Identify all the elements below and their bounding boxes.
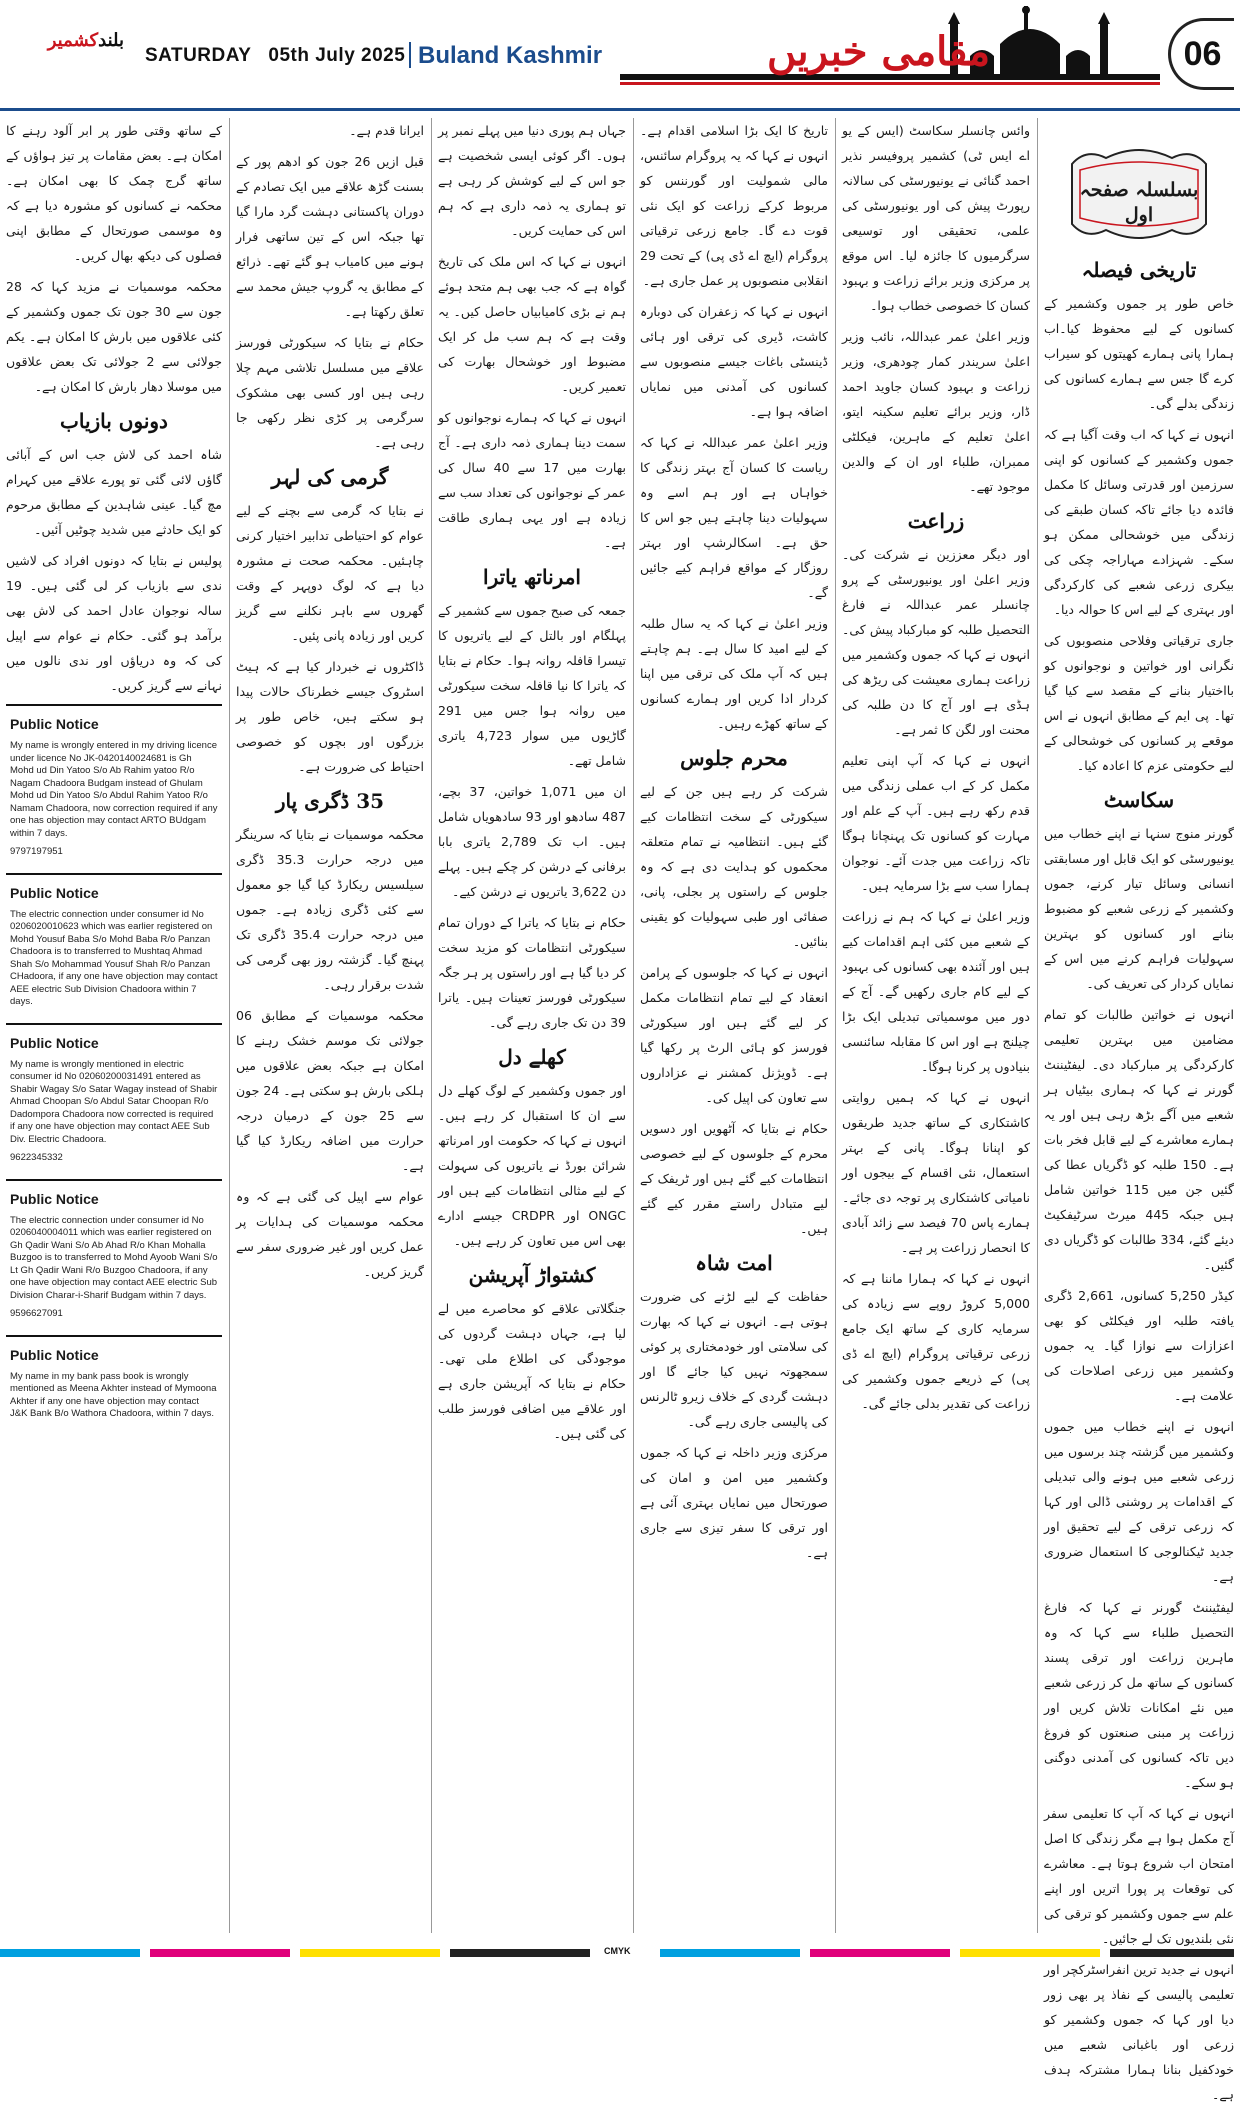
notice-title: Public Notice bbox=[10, 884, 99, 901]
cmyk-label: CMYK bbox=[604, 1946, 631, 1956]
notice-title: Public Notice bbox=[10, 1346, 99, 1363]
cyan-bar bbox=[660, 1949, 800, 1957]
column-4 bbox=[438, 118, 626, 1933]
article-paragraph: حکام نے بتایا کہ یاترا کے دوران تمام سیکورٹی انتظامات کو مزید سخت کر دیا گیا ہے اور راستوں پر ہر جگہ سیکورٹی فورسز تعینات ہیں۔ یاترا 39 دن تک جاری رہے گی۔ bbox=[438, 915, 626, 1030]
column-2 bbox=[842, 118, 1030, 1933]
article-paragraph: جاری ترقیاتی وفلاحی منصوبوں کی نگرانی اور خواتین و نوجوانوں کو بااختیار بنانے کے مقصد سے کیا گیا تھا۔ پی ایم کے مطابق انہوں نے اس موقعے پر کسانوں کی خوشحالی کے لیے حکومتی عزم کا اعادہ کیا۔ bbox=[1044, 633, 1234, 773]
article-paragraph: تاریخ کا ایک بڑا اسلامی اقدام ہے۔ انہوں نے کہا کہ یہ پروگرام سائنس، مالی شمولیت اور گورننس کو مربوط کرکے زراعت کو ایک نئی قوت دے گا۔ جامع زرعی ترقیاتی پروگرام (ایچ اے ڈی پی) کے تحت 29 انقلابی منصوبوں پر عمل جاری ہے۔ bbox=[640, 123, 828, 288]
page-number: 06 bbox=[1168, 18, 1234, 90]
article-paragraph: انہوں نے کہا کہ اب وقت آگیا ہے کہ جموں وکشمیر کے کسانوں کو اپنی سرزمین اور قدرتی وسائل کا مکمل فائدہ دیا جائے تاکہ کسان طبقے کی زندگی میں خوشحالی ممکن ہو سکے۔ شہزادے مہاراجہ چکی کی بیکری زرعی شعبے کی کارکردگی اور بہتری کے لیے اس کا حوالہ دیا۔ bbox=[1044, 427, 1234, 617]
yellow-bar bbox=[300, 1949, 440, 1957]
article-paragraph: پولیس نے بتایا کہ دونوں افراد کی لاشیں ندی سے بازیاب کر لی گئی ہیں۔ 19 سالہ نوجوان عادل احمد کی لاش بھی برآمد ہو گئی۔ حکام نے عوام سے اپیل کی کہ وہ دریاؤں اور ندی نالوں میں نہانے سے گریز کریں۔ bbox=[6, 553, 222, 693]
notice-phone: 9622345332 bbox=[10, 1152, 63, 1163]
magenta-bar bbox=[150, 1949, 290, 1957]
article-headline: امرناتھ یاترا bbox=[483, 565, 581, 589]
article-paragraph: حکام نے بتایا کہ سیکورٹی فورسز علاقے میں مسلسل تلاشی مہم چلا رہی ہیں اور کسی بھی مشکوک سرگرمی پر کڑی نظر رکھی جا رہی ہے۔ bbox=[236, 335, 424, 450]
sidebar-banner bbox=[1066, 144, 1212, 244]
column-rule bbox=[431, 118, 432, 1933]
article-paragraph: انہوں نے کہا کہ ہمارے نوجوانوں کو سمت دینا ہماری ذمہ داری ہے۔ آج بھارت میں 17 سے 40 سال کی عمر کے نوجوانوں کی تعداد سب سے زیادہ ہے اور یہی ہماری طاقت ہے۔ bbox=[438, 410, 626, 550]
column-body bbox=[236, 118, 424, 1284]
column-body bbox=[6, 118, 222, 1435]
public-notice bbox=[6, 873, 222, 1023]
column-rule bbox=[1037, 118, 1038, 1933]
article-headline: دونوں بازیاب bbox=[60, 409, 168, 433]
article-paragraph: کے ساتھ وقتی طور پر ابر آلود رہنے کا امکان ہے۔ بعض مقامات پر تیز ہواؤں کے ساتھ گرج چمک کا بھی امکان ہے۔ محکمہ نے کسانوں کو مشورہ دیا ہے کہ وہ موسمی صورتحال کے مطابق اپنی فصلوں کی دیکھ بھال کریں۔ bbox=[6, 123, 222, 263]
article-headline: تاریخی فیصلہ bbox=[1081, 258, 1197, 282]
issue-date: SATURDAY 05th July 2025 bbox=[145, 45, 406, 66]
column-body bbox=[640, 118, 828, 1565]
article-paragraph: ایرانا قدم ہے۔ bbox=[349, 123, 424, 138]
article-paragraph: خاص طور پر جموں وکشمیر کے کسانوں کے لیے محفوظ کیا۔اب ہمارا پانی ہمارے کھیتوں کو سیراب کرے گا جس سے ہمارے کسانوں کی زندگی بدلے گی۔ bbox=[1044, 296, 1234, 411]
article-paragraph: وزیر اعلیٰ عمر عبداللہ، نائب وزیر اعلیٰ سریندر کمار چودھری، وزیر زراعت و بہبود کسان جاوید احمد ڈار، وزیر برائے تعلیم سکینہ ایتو، اعلیٰ تعلیم کے ماہرین، فیکلٹی ممبران، طلباء اور ان کے والدین موجود تھے۔ bbox=[842, 329, 1030, 494]
article-paragraph: قبل ازیں 26 جون کو ادھم پور کے بسنت گڑھ علاقے میں ایک تصادم کے دوران پاکستانی دہشت گرد مارا گیا تھا جبکہ اس کے تین ساتھی فرار ہونے میں کامیاب ہو گئے تھے۔ ذرائع کے مطابق یہ گروپ جیش محمد سے تعلق رکھتا ہے۔ bbox=[236, 154, 424, 319]
article-paragraph: انہوں نے کہا کہ جلوسوں کے پرامن انعقاد کے لیے تمام انتظامات مکمل کر لیے گئے ہیں اور سیکورٹی فورسز کو ہائی الرٹ پر رکھا گیا ہے۔ ڈویژنل کمشنر نے عزاداروں سے تعاون کی اپیل کی۔ bbox=[640, 965, 828, 1105]
article-paragraph: محکمہ موسمیات نے بتایا کہ سرینگر میں درجہ حرارت 35.3 ڈگری سیلسیس ریکارڈ کیا گیا جو معمول سے کئی ڈگری زیادہ ہے۔ جموں میں درجہ حرارت 35.4 ڈگری تک پہنچ گیا۔ گزشتہ روز بھی گرمی کی شدت برقرار رہی۔ bbox=[236, 827, 425, 992]
article-paragraph: جہاں ہم پوری دنیا میں پہلے نمبر پر ہوں۔ اگر کوئی ایسی شخصیت ہے جو اس کے لیے کوشش کر رہی ہے تو ہماری یہ ذمہ داری ہے کہ ہم اس کی حمایت کریں۔ bbox=[438, 123, 626, 238]
section-banner bbox=[620, 4, 1160, 96]
article-paragraph: حکام نے بتایا کہ آٹھویں اور دسویں محرم کے جلوسوں کے لیے خصوصی انتظامات کیے گئے ہیں اور ٹریفک کے لیے متبادل راستے مقرر کیے گئے ہیں۔ bbox=[640, 1121, 828, 1236]
sidebar-banner-title: بسلسلہ صفحہ اول bbox=[1079, 179, 1199, 226]
article-paragraph: جمعہ کی صبح جموں سے کشمیر کے پہلگام اور بالتل کے لیے یاتریوں کا تیسرا قافلہ روانہ ہوا۔ حکام نے بتایا کہ یاترا کا نیا قافلہ سخت سیکورٹی میں روانہ ہوا جس میں 291 گاڑیوں میں سوار 4,723 یاتری شامل تھے۔ bbox=[438, 603, 627, 768]
article-headline: 35 ڈگری پار bbox=[275, 789, 385, 813]
notice-body: My name is wrongly entered in my driving licence under licence No JK-0420140024681 is Gh Mohd ud Din Yatoo S/o Ab Rahim yatoo R/o Nagam Chadoora Budgam instead of Ghulam Mohd ud Din Yatoo S/o Abdul Rahim Yatoo R/o Namam Chadoora, now correction required if any one has objection may contact ARTO BUdgam within 7 days. bbox=[10, 740, 218, 839]
notice-body: The electric connection under consumer id No 0206040004011 which was earlier registered on Gh Qadir Wani S/o Ab Ahad R/o Khan Mohalla Buzgoo is to transferred to Mohd Ayoob Wani S/o Lt Gh Qadir Wani R/o Buzgoo Chadoora, if any one have objection may contact AEE electric Sub Division Charar-i-Sharif Budgam within 7 days. bbox=[10, 1214, 218, 1301]
column-rule bbox=[229, 118, 230, 1933]
article-paragraph: شرکت کر رہے ہیں جن کے لیے سیکورٹی کے سخت انتظامات کیے گئے ہیں۔ انتظامیہ نے تمام متعلقہ محکموں کو ہدایت دی ہے کہ وہ جلوس کے راستوں پر بجلی، پانی، صفائی اور طبی سہولیات کو یقینی بنائیں۔ bbox=[640, 784, 828, 949]
article-headline: امت شاہ bbox=[695, 1251, 773, 1275]
article-paragraph: وائس چانسلر سکاسٹ (ایس کے یو اے ایس ٹی) کشمیر پروفیسر نذیر احمد گنائی نے یونیورسٹی کی سالانہ رپورٹ پیش کی اور یونیورسٹی کی علمی، تحقیقی اور توسیعی سرگرمیوں کا جائزہ لیا۔ اس موقع پر مرکزی وزیر برائے زراعت و بہبود کسان کا خصوصی خطاب ہوا۔ bbox=[842, 123, 1030, 313]
brand-logo bbox=[6, 30, 124, 70]
magenta-bar bbox=[810, 1949, 950, 1957]
notice-phone: 9797197951 bbox=[10, 846, 63, 857]
article-paragraph: وزیر اعلیٰ نے کہا کہ ہم نے زراعت کے شعبے میں کئی اہم اقدامات کیے ہیں اور آئندہ بھی کسانوں کی بہبود کے لیے کام جاری رکھیں گے۔ آج کے دور میں موسمیاتی تبدیلی ایک بڑا چیلنج ہے اور اس کا مقابلہ سائنسی بنیادوں پر کرنا ہوگا۔ bbox=[842, 909, 1030, 1074]
column-body bbox=[1044, 258, 1234, 2107]
column-6 bbox=[6, 118, 222, 1933]
article-paragraph: انہوں نے خواتین طالبات کو تمام مضامین میں بہترین تعلیمی کارکردگی پر مبارکباد دی۔ لیفٹیننٹ گورنر نے کہا کہ ہماری بیٹیاں ہر شعبے میں آگے بڑھ رہی ہیں اور یہ ہمارے معاشرے کے لیے قابل فخر بات ہے۔ 150 طلبہ کو ڈگریاں عطا کی گئیں جن میں 115 خواتین شامل ہیں جبکہ 445 میرٹ سرٹیفکیٹ دیئے گئے، 334 طالبات کو ڈگریاں دی گئیں۔ bbox=[1044, 1007, 1235, 1272]
article-paragraph: ان میں 1,071 خواتین، 37 بچے، 487 سادھو اور 93 سادھویاں شامل ہیں۔ اب تک 2,789 یاتری بابا برفانی کے درشن کر چکے ہیں۔ پہلے دن 3,622 یاتریوں نے درشن کیے۔ bbox=[438, 784, 626, 899]
column-1 bbox=[1044, 118, 1235, 2102]
column-body bbox=[842, 118, 1030, 1416]
cyan-bar bbox=[0, 1949, 140, 1957]
article-paragraph: اور جموں وکشمیر کے لوگ کھلے دل سے ان کا استقبال کر رہے ہیں۔ انہوں نے کہا کہ حکومت اور امرناتھ شرائن بورڈ نے یاتریوں کی سہولت کے لیے مثالی انتظامات کیے ہیں اور ONGC اور CRDPR جیسے ادارے بھی اس میں تعاون کر رہے ہیں۔ bbox=[438, 1083, 627, 1248]
article-paragraph: اور دیگر معززین نے شرکت کی۔ وزیر اعلیٰ اور یونیورسٹی کے پرو چانسلر عمر عبداللہ نے فارغ التحصیل طلبہ کو مبارکباد پیش کی۔ انہوں نے کہا کہ جموں وکشمیر میں زراعت ہماری معیشت کی ریڑھ کی ہڈی ہے اور آج کا دن طلبہ کی محنت اور لگن کا ثمر ہے۔ bbox=[842, 547, 1030, 737]
notice-body: The electric connection under consumer id No 0206020010623 which was earlier registered on Mohd Yousuf Baba S/o Mohd Baba R/o Panzan Chadoora is to transferred to Mushtaq Ahmad Shah S/o Mohammad Yousuf Shah R/o Panzan CHadoora, if any one have objection may contact AEE electric Sub Division Chadoora within 7 days. bbox=[10, 908, 218, 1007]
column-3 bbox=[640, 118, 828, 1933]
public-notice bbox=[6, 1179, 222, 1335]
article-headline: زراعت bbox=[907, 509, 965, 533]
column-5 bbox=[236, 118, 424, 1933]
article-paragraph: لیفٹیننٹ گورنر نے کہا کہ فارغ التحصیل طلباء سے کہا کہ وہ ماہرین زراعت اور ترقی پسند کسانوں کے ساتھ مل کر زرعی شعبے میں نئے امکانات تلاش کریں اور زراعت پر مبنی صنعتوں کو فروغ دیں تاکہ کسانوں کی آمدنی دوگنی ہو سکے۔ bbox=[1044, 1600, 1234, 1790]
notice-title: Public Notice bbox=[10, 1190, 99, 1207]
public-notice bbox=[6, 1335, 222, 1435]
header-separator bbox=[409, 42, 411, 68]
column-rule bbox=[633, 118, 634, 1933]
public-notice bbox=[6, 704, 222, 873]
notice-title: Public Notice bbox=[10, 1034, 99, 1051]
article-paragraph: جنگلاتی علاقے کو محاصرے میں لے لیا ہے، جہاں دہشت گردوں کی موجودگی کی اطلاع ملی تھی۔ حکام نے بتایا کہ آپریشن جاری ہے اور علاقے میں اضافی فورسز طلب کی گئی ہیں۔ bbox=[438, 1301, 626, 1441]
public-notice bbox=[6, 1023, 222, 1179]
notice-body: My name is wrongly mentioned in electric consumer id No 02060200031491 entered as Shabir Wagay S/o Satar Wagay instead of Shabir Ahmad Choopan S/o Abdul Satar Choopan R/o Dadompora Chadoora now corrected is required if any one have objection may contact AEE Sub Div. Electric Chadoora. bbox=[10, 1058, 218, 1145]
article-paragraph: انہوں نے کہا کہ اس ملک کی تاریخ گواہ ہے کہ جب بھی ہم متحد ہوئے ہم نے بڑی کامیابیاں حاصل کیں۔ یہ وقت ہے کہ ہم سب مل کر ایک مضبوط اور خوشحال بھارت کی تعمیر کریں۔ bbox=[438, 254, 626, 394]
notice-body: My name in my bank pass book is wrongly mentioned as Meena Akhter instead of Mymoona Akhter if any one have objection may contact J&K Bank B/o Wathora Chadoora, within 7 days. bbox=[10, 1370, 217, 1419]
article-paragraph: عوام سے اپیل کی گئی ہے کہ وہ محکمہ موسمیات کی ہدایات پر عمل کریں اور غیر ضروری سفر سے گریز کریں۔ bbox=[236, 1189, 424, 1279]
article-paragraph: انہوں نے کہا کہ ہمیں روایتی کاشتکاری کے ساتھ جدید طریقوں کو اپنانا ہوگا۔ پانی کے بہتر استعمال، نئی اقسام کے بیجوں اور نامیاتی کاشتکاری پر توجہ دی جائے۔ ہمارے پاس 70 فیصد سے زائد آبادی کا انحصار زراعت پر ہے۔ bbox=[842, 1090, 1030, 1255]
header-rule bbox=[0, 108, 1240, 111]
article-paragraph: محکمہ موسمیات کے مطابق 06 جولائی تک موسم خشک رہنے کا امکان ہے جبکہ بعض علاقوں میں ہلکی بارش ہو سکتی ہے۔ 24 جون سے 25 جون کے درمیان درجہ حرارت میں اضافہ ریکارڈ کیا گیا ہے۔ bbox=[236, 1008, 424, 1173]
notice-title: Public Notice bbox=[10, 716, 99, 732]
article-paragraph: انہوں نے اپنے خطاب میں جموں وکشمیر میں گزشتہ چند برسوں میں زرعی شعبے میں ہونے والی تبدیلی کے اقدامات پر روشنی ڈالی اور کہا کہ زرعی ترقی کے لیے تحقیق اور جدید ٹیکنالوجی کا استعمال ضروری ہے۔ bbox=[1044, 1419, 1234, 1584]
article-paragraph: مرکزی وزیر داخلہ نے کہا کہ جموں وکشمیر میں امن و امان کی صورتحال میں نمایاں بہتری آئی ہے اور ترقی کا سفر تیزی سے جاری ہے۔ bbox=[640, 1445, 828, 1560]
article-paragraph: وزیر اعلیٰ نے کہا کہ یہ سال طلبہ کے لیے امید کا سال ہے۔ ہم چاہتے ہیں کہ آپ ملک کی ترقی میں اپنا کردار ادا کریں اور ہمارے کسانوں کے ساتھ کھڑے رہیں۔ bbox=[640, 616, 828, 731]
article-headline: محرم جلوس bbox=[680, 746, 788, 770]
article-headline: سکاسٹ bbox=[1103, 788, 1175, 812]
article-paragraph: حفاظت کے لیے لڑنے کی ضرورت ہوتی ہے۔ انہوں نے کہا کہ بھارت کی سلامتی اور خودمختاری پر کوئی سمجھوتہ نہیں کیا جائے گا اور دہشت گردی کے خلاف زیرو ٹالرنس کی پالیسی جاری رہے گی۔ bbox=[640, 1289, 828, 1429]
column-rule bbox=[835, 118, 836, 1933]
masthead bbox=[0, 0, 1240, 110]
article-headline: گرمی کی لہر bbox=[271, 465, 389, 489]
black-bar bbox=[450, 1949, 590, 1957]
article-paragraph: محکمہ موسمیات نے مزید کہا کہ 28 جون سے 30 جون تک جموں وکشمیر کے کئی علاقوں میں بارش کا امکان ہے۔ یکم جولائی سے 2 جولائی تک بعض علاقوں میں موسلا دھار بارش کا امکان ہے۔ bbox=[6, 279, 222, 394]
yellow-bar bbox=[960, 1949, 1100, 1957]
article-paragraph: شاہ احمد کی لاش جب اس کے آبائی گاؤں لائی گئی تو پورے علاقے میں کہرام مچ گیا۔ عینی شاہدین کے مطابق مرحوم کو ایک حادثے میں شدید چوٹیں آئیں۔ bbox=[6, 447, 222, 537]
article-paragraph: انہوں نے کہا کہ آپ اپنی تعلیم مکمل کر کے اب عملی زندگی میں قدم رکھ رہے ہیں۔ آپ کے علم اور مہارت کو کسانوں تک پہنچانا ہوگا تاکہ زراعت میں جدت آئے۔ نوجوان ہمارا سب سے بڑا سرمایہ ہیں۔ bbox=[842, 753, 1030, 893]
section-title: مقامی خبریں bbox=[767, 28, 990, 75]
article-paragraph: انہوں نے جدید ترین انفراسٹرکچر اور تعلیمی پالیسی کے نفاذ پر بھی زور دیا اور کہا کہ جموں وکشمیر کو زرعی اور باغبانی شعبے میں خودکفیل بنانا ہمارا مشترکہ ہدف ہے۔ bbox=[1044, 1962, 1234, 2102]
article-paragraph: وزیر اعلیٰ عمر عبداللہ نے کہا کہ ریاست کا کسان آج بہتر زندگی کا خواہاں ہے اور ہم اسے وہ سہولیات دینا چاہتے ہیں جو اس کا حق ہے۔ اسکالرشپ اور بہتر روزگار کے مواقع فراہم کیے جائیں گے۔ bbox=[640, 435, 828, 600]
article-paragraph: گورنر منوج سنہا نے اپنے خطاب میں یونیورسٹی کو ایک قابل اور مسابقتی انسانی وسائل تیار کرنے، جموں وکشمیر کے زرعی شعبے کو مضبوط بنانے اور کسانوں کو بہترین سہولیات فراہم کرنے میں اس کے نمایاں کردار کی تعریف کی۔ bbox=[1044, 826, 1234, 991]
notice-phone: 9596627091 bbox=[10, 1308, 63, 1319]
article-paragraph: انہوں نے کہا کہ آپ کا تعلیمی سفر آج مکمل ہوا ہے مگر زندگی کا اصل امتحان اب شروع ہوتا ہے۔ معاشرے کی توقعات پر پورا اتریں اور اپنے علم سے جموں وکشمیر کو ترقی کی نئی بلندیوں تک لے جائیں۔ bbox=[1044, 1806, 1234, 1946]
brand-urdu-red: کشمیر bbox=[47, 30, 99, 51]
article-headline: کھلے دل bbox=[498, 1045, 566, 1069]
brand-urdu-black: بلند bbox=[98, 30, 124, 51]
paper-name: Buland Kashmir bbox=[418, 42, 603, 69]
article-paragraph: ڈاکٹروں نے خبردار کیا ہے کہ ہیٹ اسٹروک جیسے خطرناک حالات پیدا ہو سکتے ہیں، خاص طور پر بزرگوں اور بچوں کو خصوصی احتیاط کی ضرورت ہے۔ bbox=[236, 659, 424, 774]
article-paragraph: انہوں نے کہا کہ ہمارا ماننا ہے کہ 5,000 کروڑ روپے سے زیادہ کی سرمایہ کاری کے ساتھ ایک جامع زرعی ترقیاتی پروگرام (ایچ اے ڈی پی) کے ذریعے جموں وکشمیر کی زراعت کی تقدیر بدلی جائے گی۔ bbox=[842, 1271, 1030, 1411]
article-paragraph: انہوں نے کہا کہ زعفران کی دوبارہ کاشت، ڈیری کی ترقی اور ہائی ڈینسٹی باغات جیسے منصوبوں سے کسانوں کی آمدنی میں نمایاں اضافہ ہوا ہے۔ bbox=[640, 304, 828, 419]
black-bar bbox=[1110, 1949, 1234, 1957]
article-paragraph: نے بتایا کہ گرمی سے بچنے کے لیے عوام کو احتیاطی تدابیر اختیار کرنی چاہئیں۔ محکمہ صحت نے مشورہ دیا ہے کہ لوگ دوپہر کے وقت گھروں سے باہر نکلنے سے گریز کریں اور زیادہ پانی پئیں۔ bbox=[236, 503, 424, 643]
article-paragraph: کیڈر 5,250 کسانوں، 2,661 ڈگری یافتہ طلبہ اور فیکلٹی کو بھی اعزازات سے نوازا گیا۔ یہ جموں وکشمیر میں زرعی اصلاحات کی علامت ہے۔ bbox=[1044, 1288, 1235, 1403]
article-headline: کشتواڑ آپریشن bbox=[468, 1263, 596, 1287]
column-body bbox=[438, 118, 626, 1446]
